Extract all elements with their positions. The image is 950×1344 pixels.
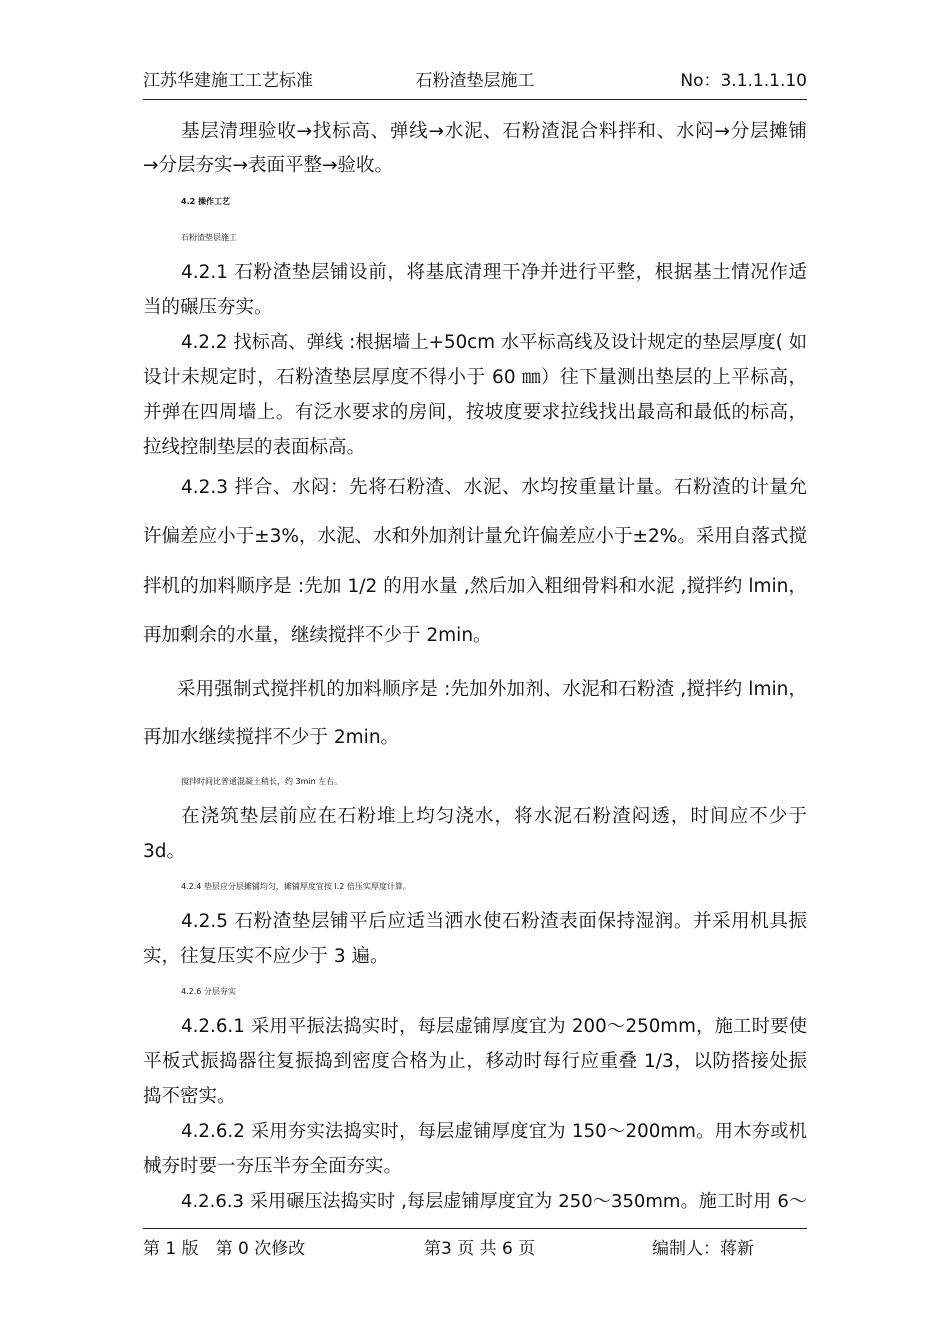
text-line: 在浇筑垫层前应在石粉堆上均匀浇水，将水泥石粉渣闷透，时间应不少于 [181, 806, 807, 827]
text-line: 平板式振捣器往复振捣到密度合格为止，移动时每行应重叠 1/3，以防搭接处振 [143, 1051, 807, 1072]
text-line: 4.2.6 分层夯实 [181, 987, 236, 996]
footer-author: 编制人：蒋新 [652, 1239, 754, 1259]
text-line: 4.2.2 找标高、弹线 :根据墙上+50cm 水平标高线及设计规定的垫层厚度( 如 [181, 332, 807, 353]
header-document-number: No：3.1.1.1.10 [680, 71, 807, 91]
text-line: →分层夯实→表面平整→验收。 [143, 155, 394, 176]
text-line: 并弹在四周墙上。有泛水要求的房间，按坡度要求拉线找出最高和最低的标高， [143, 402, 807, 423]
footer-edition: 第 1 版 第 0 次修改 [143, 1239, 306, 1259]
header-divider [143, 99, 807, 100]
footer-divider [143, 1228, 807, 1229]
text-line: 实，往复压实不应少于 3 遍。 [143, 946, 389, 967]
text-line: 设计未规定时，石粉渣垫层厚度不得小于 60 ㎜）往下量测出垫层的上平标高， [143, 367, 807, 388]
text-line: 4.2.3 拌合、水闷：先将石粉渣、水泥、水均按重量计量。石粉渣的计量允 [181, 477, 807, 498]
text-line: 4.2.6.1 采用平振法捣实时，每层虚铺厚度宜为 200～250mm，施工时要使 [181, 1016, 807, 1037]
section-heading: 4.2 操作工艺 [181, 197, 230, 206]
text-line: 4.2.6.3 采用碾压法捣实时 ,每层虚铺厚度宜为 250～350mm。施工时用 6～ [181, 1191, 807, 1212]
text-line: 再加水继续搅拌不少于 2min。 [143, 727, 400, 748]
page-header [143, 66, 807, 96]
text-line: 搅拌时间比普通混凝土稍长，约 3min 左右。 [181, 777, 343, 786]
text-line: 基层清理验收→找标高、弹线→水泥、石粉渣混合料拌和、水闷→分层摊铺 [181, 121, 807, 142]
text-line: 4.2.1 石粉渣垫层铺设前，将基底清理干净并进行平整，根据基土情况作适 [181, 262, 807, 283]
text-line: 4.2.5 石粉渣垫层铺平后应适当洒水使石粉渣表面保持湿润。并采用机具振 [181, 911, 807, 932]
footer-page-number: 第3 页 共 6 页 [424, 1239, 536, 1259]
text-line: 4.2.6.2 采用夯实法捣实时，每层虚铺厚度宜为 150～200mm。用木夯或机 [181, 1121, 807, 1142]
text-line: 3d。 [143, 841, 186, 862]
text-line: 再加剩余的水量，继续搅拌不少于 2min。 [143, 625, 492, 646]
header-section-title: 石粉渣垫层施工 [415, 71, 535, 91]
text-line: 许偏差应小于±3%，水泥、水和外加剂计量允许偏差应小于±2%。采用自落式搅 [143, 526, 807, 547]
text-line: 拌机的加料顺序是 :先加 1/2 的用水量 ,然后加入粗细骨料和水泥 ,搅拌约 lmin， [143, 576, 807, 597]
text-line: 械夯时要一夯压半夯全面夯实。 [143, 1156, 403, 1177]
text-line: 石粉渣垫层施工 [181, 233, 237, 242]
text-line: 4.2.4 垫层应分层摊铺均匀，摊铺厚度宜按 l.2 倍压实厚度计算。 [181, 882, 411, 891]
text-line: 捣不密实。 [143, 1086, 236, 1107]
text-line: 当的碾压夯实。 [143, 297, 273, 318]
text-line: 拉线控制垫层的表面标高。 [143, 437, 366, 458]
header-standard-name: 江苏华建施工工艺标准 [143, 71, 313, 91]
text-line: 采用强制式搅拌机的加料顺序是 :先加外加剂、水泥和石粉渣 ,搅拌约 lmin， [177, 679, 807, 700]
